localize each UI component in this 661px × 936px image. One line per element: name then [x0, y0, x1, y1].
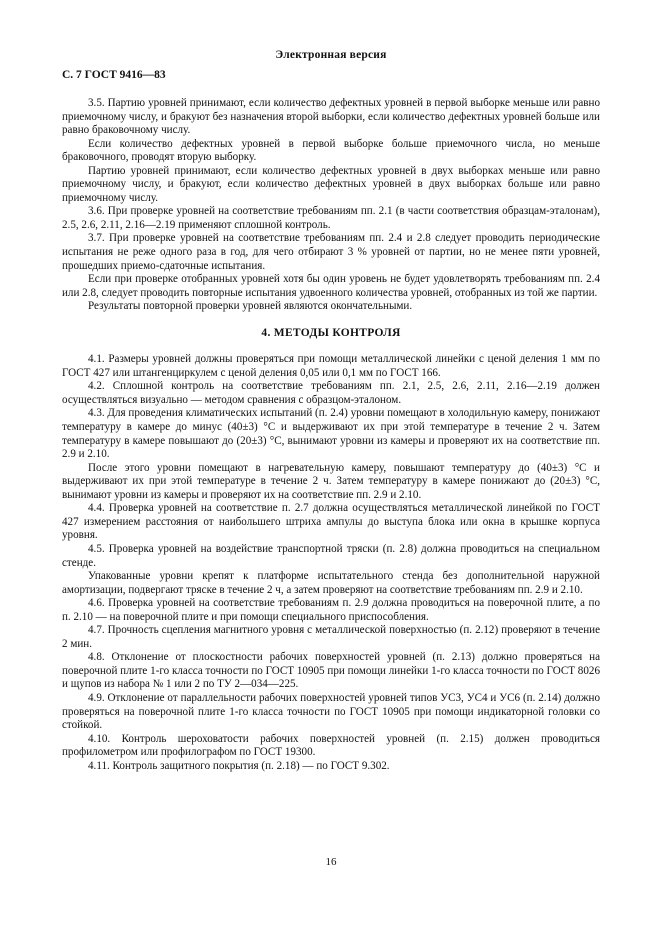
section-4-heading: 4. МЕТОДЫ КОНТРОЛЯ: [261, 326, 401, 339]
paragraph-4-6: 4.6. Проверка уровней на соответствие требованиям п. 2.9 должна проводиться на поверочной плите, а по п. 2.10 — на поверочной плите и при помощи специального приспособления.: [62, 597, 600, 623]
paragraph-4-11: 4.11. Контроль защитного покрытия (п. 2.18) — по ГОСТ 9.302.: [88, 759, 390, 772]
page-header: С. 7 ГОСТ 9416—83: [62, 69, 166, 81]
paragraph-4-9: 4.9. Отклонение от параллельности рабочих поверхностей уровней типов УС3, УС4 и УС6 (п. 2.14) должно проверяться на поверочной плите 1-го класса точности по ГОСТ 10905 при помощи индикаторной головки со стойкой.: [62, 691, 600, 732]
paragraph: Результаты повторной проверки уровней являются окончательными.: [88, 300, 413, 313]
electronic-version-label: Электронная версия: [275, 49, 387, 61]
paragraph-4-2: 4.2. Сплошной контроль на соответствие требованиям пп. 2.1, 2.5, 2.6, 2.11, 2.16—2.19 должен осуществляться визуально — методом сравнения с образцом-эталоном.: [62, 380, 600, 406]
document-body: [62, 97, 600, 773]
paragraph-3-5: 3.5. Партию уровней принимают, если количество дефектных уровней в первой выборке меньше или равно приемочному числу, и бракуют без назначения второй выборки, если количество дефектных уровней больше или равно браковочному числу.: [62, 97, 600, 137]
paragraph-4-1: 4.1. Размеры уровней должны проверяться при помощи металлической линейки с ценой деления 1 мм по ГОСТ 427 или штангенциркулем с ценой деления 0,05 или 0,1 мм по ГОСТ 166.: [62, 353, 600, 379]
paragraph: Если количество дефектных уровней в первой выборке больше приемочного числа, но меньше браковочного, проводят вторую выборку.: [62, 137, 600, 164]
paragraph-4-3: 4.3. Для проведения климатических испытаний (п. 2.4) уровни помещают в холодильную камеру, понижают температуру в камере до минус (40±3) °С и выдерживают их при этой температуре в течение 2 ч. Затем температуру в камере повышают до (20±3) °С, вынимают уровни из камеры и проверяют их на соответствие пп. 2.9 и 2.10.: [62, 407, 600, 461]
paragraph: После этого уровни помещают в нагревательную камеру, повышают температуру до (40±3) °С и выдерживают их при этой температуре в течение 2 ч. Затем температуру в камере понижают до (20±3) °С, вынимают уровни из камеры и проверяют их на соответствие пп. 2.9 и 2.10.: [62, 461, 600, 501]
paragraph-4-7: 4.7. Прочность сцепления магнитного уровня с металлической поверхностью (п. 2.12) проверяют в течение 2 мин.: [62, 624, 600, 650]
paragraph-3-6: 3.6. При проверке уровней на соответствие требованиям пп. 2.1 (в части соответствия образцам-эталонам), 2.5, 2.6, 2.11, 2.16—2.19 применяют сплошной контроль.: [62, 205, 600, 231]
paragraph: Если при проверке отобранных уровней хотя бы один уровень не будет удовлетворять требованиям пп. 2.4 или 2.8, следует проводить повторные испытания удвоенного количества уровней, отобранных из той же партии.: [62, 273, 600, 299]
paragraph-4-10: 4.10. Контроль шероховатости рабочих поверхностей уровней (п. 2.15) должен проводиться профилометром или профилографом по ГОСТ 19300.: [62, 732, 600, 759]
paragraph: Партию уровней принимают, если количество дефектных уровней в двух выборках меньше или равно приемочному числу, и бракуют, если количество дефектных уровней в двух выборках больше или равно приемочному числу.: [62, 164, 600, 204]
paragraph: Упакованные уровни крепят к платформе испытательного стенда без дополнительной наружной амортизации, подвергают тряске в течение 2 ч, а затем проверяют на соответствие требованиям пп. 2.9 и 2.10.: [62, 570, 600, 596]
page-number: 16: [325, 856, 337, 868]
paragraph-4-5: 4.5. Проверка уровней на воздействие транспортной тряски (п. 2.8) должна проводиться на специальном стенде.: [62, 542, 600, 569]
paragraph-4-8: 4.8. Отклонение от плоскостности рабочих поверхностей уровней (п. 2.13) должно проверяться на поверочной плите 1-го класса точности по ГОСТ 10905 при помощи линейки 1-го класса точности по ГОСТ 8026 и щупов из набора № 1 или 2 по ТУ 2—034—225.: [62, 651, 600, 691]
paragraph-3-7: 3.7. При проверке уровней на соответствие требованиям пп. 2.4 и 2.8 следует проводить периодические испытания не реже одного раза в год, для чего отбирают 3 % уровней от партии, но не менее пяти уровней, прошедших приемо-сдаточные испытания.: [62, 232, 600, 272]
paragraph-4-4: 4.4. Проверка уровней на соответствие п. 2.7 должна осуществляться металлической линейкой по ГОСТ 427 измерением расстояния от наибольшего штриха ампулы до выступа блока или окна в крышке корпуса уровня.: [62, 502, 600, 542]
